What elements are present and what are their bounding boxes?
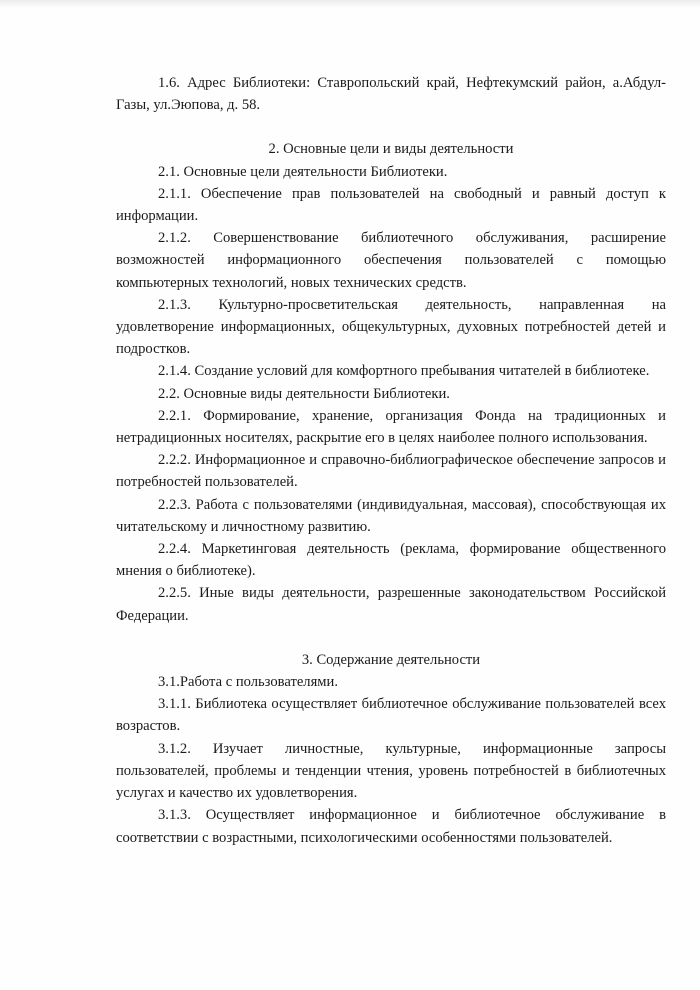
paragraph-2-1: 2.1. Основные цели деятельности Библиотеки. [158, 163, 448, 180]
paragraph-2-1-2: 2.1.2. Совершенствование библиотечного обслуживания, расширение возможностей информационного обеспечения пользователей с помощью компьютерных технологий, новых технических средств. [116, 230, 666, 291]
paragraph-2-2-3: 2.2.3. Работа с пользователями (индивидуальная, массовая), способствующая их читательскому и личностному развитию. [116, 496, 666, 535]
paragraph-2-1-3: 2.1.3. Культурно-просветительская деятельность, направленная на удовлетворение информационных, общекультурных, духовных потребностей детей и подростков. [116, 296, 666, 358]
paragraph-2-1-4: 2.1.4. Создание условий для комфортного пребывания читателей в библиотеке. [158, 363, 650, 380]
paragraph-3-1-1: 3.1.1. Библиотека осуществляет библиотечное обслуживание пользователей всех возрастов. [116, 696, 666, 735]
paragraph-2-2-2: 2.2.2. Информационное и справочно-библиографическое обеспечение запросов и потребностей пользователей. [116, 452, 666, 491]
paragraph-2-2-5: 2.2.5. Иные виды деятельности, разрешенные законодательством Российской Федерации. [116, 585, 666, 624]
section-3-heading: 3. Содержание деятельности [301, 651, 481, 668]
paragraph-3-1-2: 3.1.2. Изучает личностные, культурные, информационные запросы пользователей, проблемы и тенденции чтения, уровень потребностей в библиотечных услугах и качество их удовлетворения. [116, 740, 666, 802]
paragraph-2-2-4: 2.2.4. Маркетинговая деятельность (реклама, формирование общественного мнения о библиотеке). [116, 541, 666, 580]
paragraph-2-2-1: 2.2.1. Формирование, хранение, организация Фонда на традиционных и нетрадиционных носителях, раскрытие его в целях наиболее полного использования. [116, 407, 666, 447]
paragraph-3-1-3: 3.1.3. Осуществляет информационное и библиотечное обслуживание в соответствии с возрастными, психологическими особенностями пользователей. [116, 807, 666, 846]
section-2-heading: 2. Основные цели и виды деятельности [268, 141, 514, 158]
paragraph-2-1-1: 2.1.1. Обеспечение прав пользователей на свободный и равный доступ к информации. [116, 185, 666, 225]
paragraph-1-6: 1.6. Адрес Библиотеки: Ставропольский край, Нефтекумский район, а.Абдул-Газы, ул.Эюпова, д. 58. [116, 75, 666, 114]
paragraph-2-2: 2.2. Основные виды деятельности Библиотеки. [158, 385, 450, 402]
paragraph-3-1: 3.1.Работа с пользователями. [158, 674, 338, 691]
scan-edge [0, 0, 700, 8]
